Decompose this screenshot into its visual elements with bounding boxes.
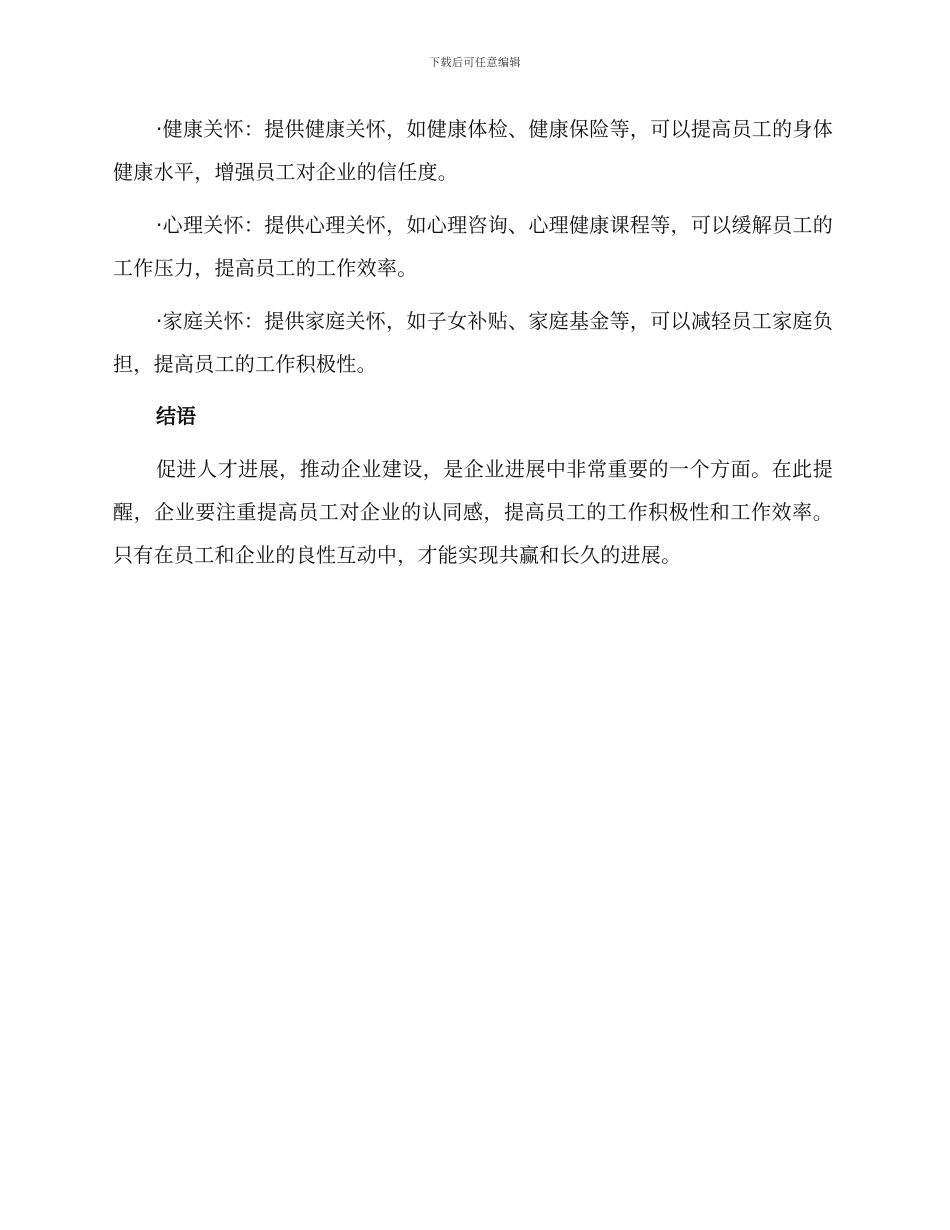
conclusion-heading: 结语 [156,404,196,428]
conclusion-paragraph: 促进人才进展，推动企业建设，是企业进展中非常重要的一个方面。在此提醒，企业要注重提高员工对企业的认同感，提高员工的工作积极性和工作效率。只有在员工和企业的良性互动中，才能实现共赢和长久的进展。 [113,457,833,567]
bullet-text: 健康关怀：提供健康关怀，如健康体检、健康保险等，可以提高员工的身体健康水平，增强员工对企业的信任度。 [113,117,833,184]
bullet-marker: · [156,213,163,237]
page-header: 下载后可任意编辑 [429,56,521,69]
bullet-paragraph-mental [113,204,833,290]
bullet-marker: · [156,117,163,141]
bullet-text: 家庭关怀：提供家庭关怀，如子女补贴、家庭基金等，可以减轻员工家庭负担，提高员工的工作积极性。 [113,309,833,376]
bullet-text: 心理关怀：提供心理关怀，如心理咨询、心理健康课程等，可以缓解员工的工作压力，提高员工的工作效率。 [113,213,833,280]
document-body [113,108,833,587]
bullet-marker: · [156,309,163,333]
bullet-paragraph-health [113,108,833,194]
bullet-paragraph-family [113,300,833,386]
